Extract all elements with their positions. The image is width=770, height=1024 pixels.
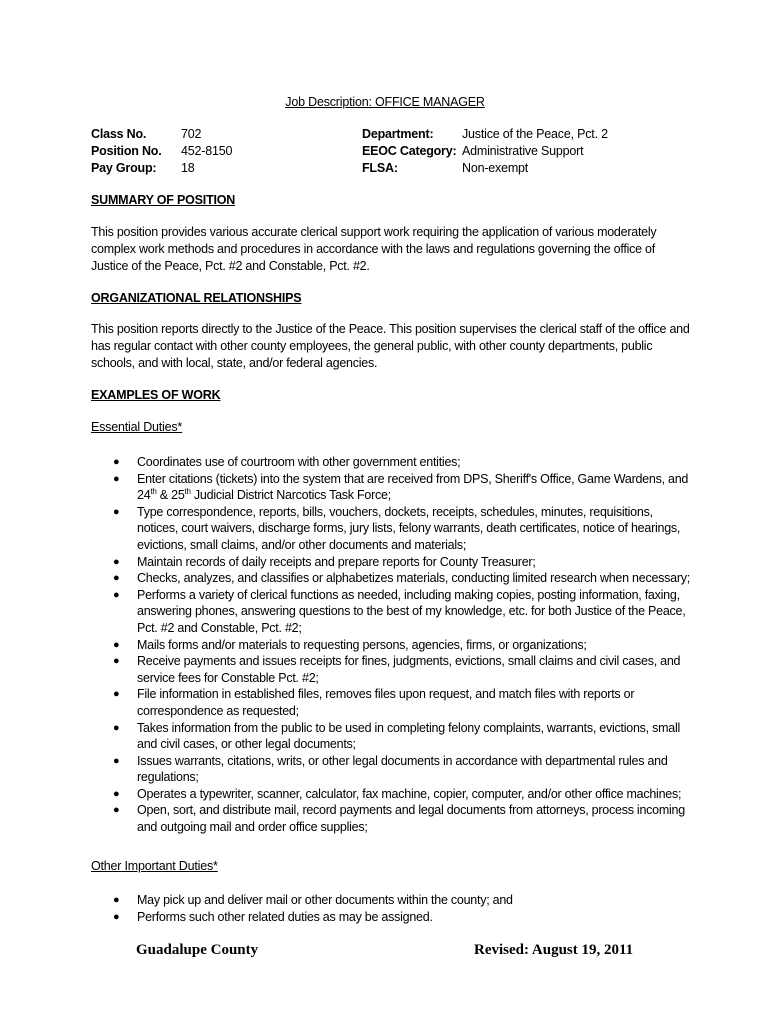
summary-heading: SUMMARY OF POSITION — [91, 193, 236, 207]
info-row-department — [362, 126, 608, 143]
list-item — [91, 802, 691, 835]
bullet-icon: ● — [113, 754, 120, 767]
list-item — [91, 892, 691, 909]
list-item — [91, 720, 691, 753]
bullet-icon: ● — [113, 638, 120, 651]
duty-text: Maintain records of daily receipts and prepare reports for County Treasurer; — [137, 554, 536, 569]
info-value: 702 — [181, 127, 202, 141]
bullet-icon: ● — [113, 688, 120, 701]
duty-text: Coordinates use of courtroom with other government entities; — [137, 455, 461, 469]
info-key: Class No. — [91, 127, 147, 141]
task-force-line: 24th & 25th Judicial District Narcotics Task Force; — [137, 487, 391, 503]
info-key: Pay Group: — [91, 161, 157, 175]
info-key: EEOC Category: — [362, 144, 457, 158]
bullet-icon: ● — [113, 894, 120, 906]
bullet-icon: ● — [113, 472, 120, 485]
info-value: Non-exempt — [462, 161, 529, 175]
duty-text: Enter citations (tickets) into the system that are received from DPS, Sheriff's Office, Game Wardens, and — [137, 471, 689, 486]
duty-text: Performs such other related duties as may be assigned. — [137, 909, 433, 924]
org-text: This position reports directly to the Justice of the Peace. This position supervises the clerical staff of the office and has regular contact with other county employees, the general public, with other county departments, public schools, and with local, state, and/or federal agencies. — [91, 322, 690, 370]
list-item — [91, 554, 691, 571]
list-item — [91, 653, 691, 686]
info-value: 18 — [181, 161, 195, 175]
examples-heading: EXAMPLES OF WORK — [91, 388, 221, 402]
info-key: Position No. — [91, 144, 162, 158]
bullet-icon: ● — [113, 456, 120, 468]
other-duties-list — [91, 892, 691, 925]
info-value: 452-8150 — [181, 144, 233, 158]
bullet-icon: ● — [113, 787, 120, 800]
bullet-icon: ● — [113, 555, 120, 568]
info-row-pay-group — [91, 160, 232, 177]
position-info — [91, 126, 232, 177]
other-duties-label: Other Important Duties* — [91, 859, 218, 873]
list-item — [91, 637, 691, 654]
duty-text: Issues warrants, citations, writs, or other legal documents in accordance with departmental rules and regulations; — [137, 753, 668, 785]
list-item — [91, 570, 691, 587]
summary-text: This position provides various accurate clerical support work requiring the application of various moderately complex work methods and procedures in accordance with the laws and regulations governing the office of Justice of the Peace, Pct. #2 and Constable, Pct. #2. — [91, 225, 657, 273]
duty-text: Operates a typewriter, scanner, calculator, fax machine, copier, computer, and/or other office machines; — [137, 786, 682, 801]
list-item — [91, 686, 691, 719]
list-item — [91, 753, 691, 786]
duty-text: Type correspondence, reports, bills, vouchers, dockets, receipts, schedules, minutes, requisitions, notices, court waivers, discharge forms, jury lists, felony warrants, death certificates, notice of hearings, evictions, small claims, and/or other documents and materials; — [137, 504, 681, 552]
bullet-icon: ● — [113, 910, 120, 923]
duty-text: Receive payments and issues receipts for fines, judgments, evictions, small claims and civil cases, and service fees for Constable Pct. #2; — [137, 654, 681, 685]
info-key: Department: — [362, 127, 434, 141]
duty-text: Performs a variety of clerical functions as needed, including making copies, posting information, faxing, answering phones, answering questions to the best of my knowledge, etc. for both Justice of the Peace, Pct. #2 and Constable, Pct. #2; — [137, 587, 686, 635]
document-title: Job Description: OFFICE MANAGER — [285, 95, 485, 109]
info-row-class — [91, 126, 232, 143]
bullet-icon: ● — [113, 588, 120, 601]
list-item — [91, 909, 691, 926]
list-item — [91, 786, 691, 803]
info-row-position — [91, 143, 232, 160]
info-row-flsa — [362, 160, 608, 177]
essential-duties-list — [91, 454, 691, 836]
bullet-icon: ● — [113, 505, 120, 518]
duty-text: File information in established files, removes files upon request, and match files with reports or correspondence as requested; — [137, 687, 635, 718]
bullet-icon: ● — [113, 572, 120, 585]
bullet-icon: ● — [113, 721, 120, 734]
footer-revised-date: Revised: August 19, 2011 — [474, 942, 634, 958]
department-info — [362, 126, 608, 177]
bullet-icon: ● — [113, 804, 120, 817]
duty-text: Checks, analyzes, and classifies or alphabetizes materials, conducting limited research when necessary; — [137, 571, 691, 586]
info-value: Administrative Support — [462, 144, 584, 158]
info-key: FLSA: — [362, 161, 398, 175]
list-item — [91, 454, 691, 471]
duty-text: Takes information from the public to be used in completing felony complaints, warrants, evictions, small and civil cases, or other legal documents; — [137, 720, 681, 752]
duty-text: Open, sort, and distribute mail, record payments and legal documents from attorneys, process incoming and outgoing mail and order office supplies; — [137, 803, 685, 835]
footer-county: Guadalupe County — [136, 942, 259, 958]
list-item — [91, 587, 691, 637]
list-item — [91, 504, 691, 554]
org-heading: ORGANIZATIONAL RELATIONSHIPS — [91, 291, 302, 305]
duty-text: Mails forms and/or materials to requesting persons, agencies, firms, or organizations; — [137, 637, 587, 652]
essential-duties-label: Essential Duties* — [91, 420, 183, 434]
info-row-eeoc — [362, 143, 608, 160]
info-value: Justice of the Peace, Pct. 2 — [462, 127, 608, 141]
bullet-icon: ● — [113, 655, 120, 668]
duty-text: May pick up and deliver mail or other documents within the county; and — [137, 893, 513, 907]
list-item — [91, 471, 691, 504]
